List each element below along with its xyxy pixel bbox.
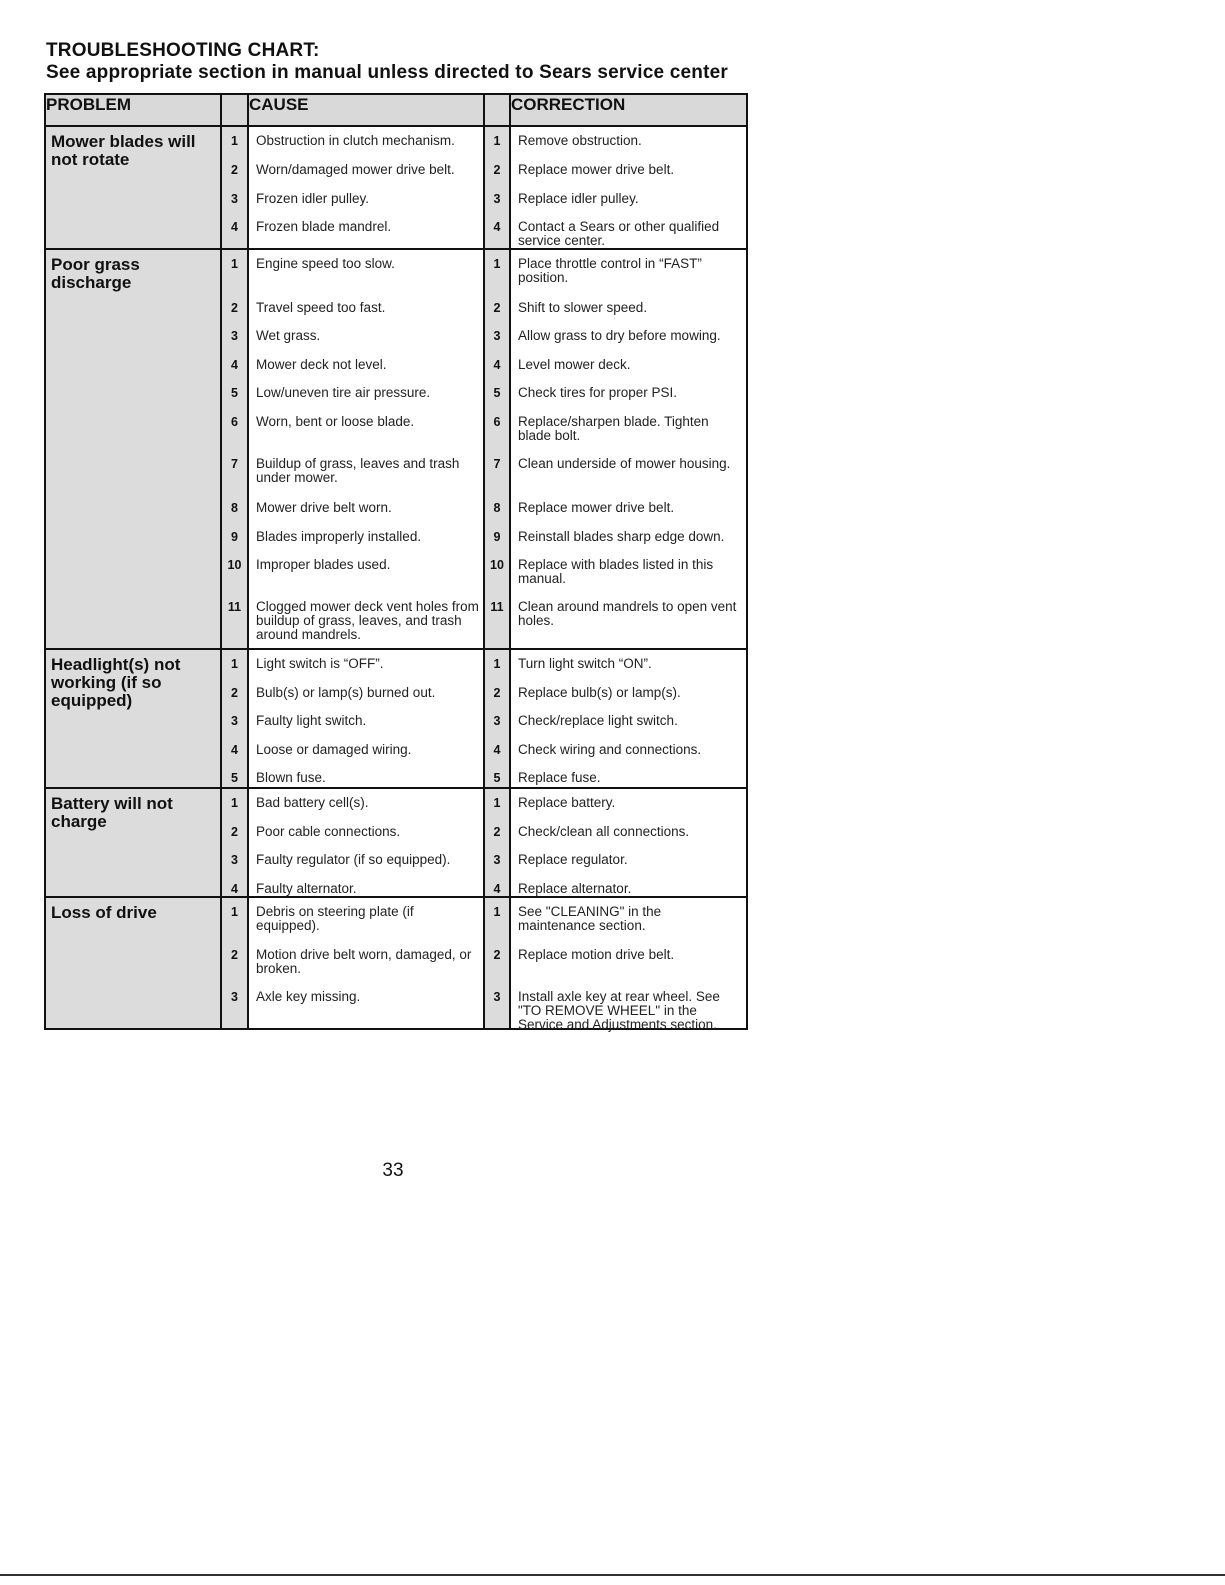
correction-text: Replace fuse. <box>518 770 601 785</box>
cause-number: 2 <box>231 163 238 177</box>
correction-number: 1 <box>493 796 501 810</box>
cause-number: 8 <box>231 501 238 515</box>
correction-text: Shift to slower speed. <box>518 300 648 315</box>
correction-number: 4 <box>493 220 501 234</box>
cause-number: 1 <box>231 905 238 919</box>
problem-column-header: PROBLEM <box>45 94 221 126</box>
cause-number: 3 <box>231 714 238 728</box>
correction-number: 3 <box>493 329 501 343</box>
correction-number: 11 <box>490 600 504 614</box>
problem-section-row <box>45 649 747 788</box>
cause-text: Frozen blade mandrel. <box>256 219 392 234</box>
cause-text: Wet grass. <box>256 328 321 343</box>
correction-number: 9 <box>493 530 501 544</box>
correction-number: 5 <box>493 386 501 400</box>
correction-text: Replace mower drive belt. <box>518 500 675 515</box>
cause-text: Poor cable connections. <box>256 824 401 839</box>
cause-cell <box>248 897 484 1029</box>
cause-text: Engine speed too slow. <box>256 256 395 271</box>
correction-number: 7 <box>493 457 501 471</box>
correction-number: 1 <box>493 657 501 671</box>
cause-text: Frozen idler pulley. <box>256 191 370 206</box>
correction-number: 4 <box>493 358 501 372</box>
correction-number-cell <box>484 788 510 897</box>
cause-text: Clogged mower deck vent holes from buildup of grass, leaves, and trash around mandrels. <box>256 599 479 642</box>
cause-number: 3 <box>231 329 238 343</box>
correction-text: Replace alternator. <box>518 881 632 896</box>
correction-text: Replace with blades listed in this manual. <box>518 557 714 586</box>
correction-text: Reinstall blades sharp edge down. <box>518 529 725 544</box>
correction-text: Level mower deck. <box>518 357 631 372</box>
cause-text: Motion drive belt worn, damaged, or broken. <box>256 947 472 976</box>
cause-text: Worn, bent or loose blade. <box>256 414 415 429</box>
correction-text: Replace battery. <box>518 795 616 810</box>
correction-text: Replace bulb(s) or lamp(s). <box>518 685 681 700</box>
correction-number: 2 <box>493 825 501 839</box>
correction-number-column-header <box>484 94 510 126</box>
correction-number-cell <box>484 249 510 649</box>
correction-text: Replace regulator. <box>518 852 628 867</box>
correction-text: Turn light switch “ON”. <box>518 656 652 671</box>
correction-number: 4 <box>493 743 501 757</box>
cause-text: Low/uneven tire air pressure. <box>256 385 431 400</box>
cause-number: 2 <box>231 686 238 700</box>
correction-cell <box>510 788 747 897</box>
cause-text: Bad battery cell(s). <box>256 795 369 810</box>
correction-text: See "CLEANING" in the maintenance section. <box>518 904 662 933</box>
cause-number: 2 <box>231 948 238 962</box>
table-body <box>45 126 747 1032</box>
cause-number: 5 <box>231 386 238 400</box>
correction-text: Place throttle control in “FAST” position. <box>518 256 702 285</box>
cause-text: Bulb(s) or lamp(s) burned out. <box>256 685 436 700</box>
cause-text: Axle key missing. <box>256 989 361 1004</box>
cause-number: 4 <box>231 743 238 757</box>
cause-number: 1 <box>231 796 238 810</box>
cause-text: Buildup of grass, leaves and trash under mower. <box>256 456 460 485</box>
cause-text: Blown fuse. <box>256 770 326 785</box>
correction-cell <box>510 126 747 249</box>
chart-subtitle: See appropriate section in manual unless directed to Sears service center <box>46 62 728 83</box>
cause-text: Faulty regulator (if so equipped). <box>256 852 451 867</box>
cause-number: 3 <box>231 990 238 1004</box>
cause-number-cell <box>221 788 248 897</box>
correction-text: Install axle key at rear wheel. See "TO REMOVE WHEEL" in the Service and Adjustments section. <box>518 989 720 1032</box>
cause-text: Loose or damaged wiring. <box>256 742 412 757</box>
cause-number: 4 <box>231 220 238 234</box>
correction-number: 1 <box>493 134 501 148</box>
problem-cell: Headlight(s) not working (if so equipped) <box>45 649 221 788</box>
correction-number: 3 <box>493 192 501 206</box>
correction-number: 3 <box>493 853 501 867</box>
cause-text: Faulty light switch. <box>256 713 367 728</box>
cause-number-cell <box>221 249 248 649</box>
correction-text: Replace/sharpen blade. Tighten blade bolt. <box>518 414 709 443</box>
correction-text: Check/replace light switch. <box>518 713 678 728</box>
cause-text: Worn/damaged mower drive belt. <box>256 162 455 177</box>
troubleshooting-table <box>44 93 748 1030</box>
correction-number: 1 <box>493 905 501 919</box>
cause-column-header: CAUSE <box>248 94 484 126</box>
cause-number: 1 <box>231 134 238 148</box>
problem-section-row <box>45 126 747 249</box>
correction-number-cell <box>484 649 510 788</box>
chart-heading <box>46 40 806 84</box>
problem-cell: Battery will not charge <box>45 788 221 897</box>
cause-text: Light switch is “OFF”. <box>256 656 384 671</box>
correction-cell <box>510 249 747 649</box>
problem-cell: Poor grass discharge <box>45 249 221 649</box>
correction-text: Replace mower drive belt. <box>518 162 675 177</box>
cause-cell <box>248 788 484 897</box>
correction-number: 2 <box>493 163 501 177</box>
cause-number: 2 <box>231 301 238 315</box>
cause-text: Mower drive belt worn. <box>256 500 392 515</box>
cause-number-cell <box>221 897 248 1029</box>
problem-section-row <box>45 788 747 897</box>
correction-text: Allow grass to dry before mowing. <box>518 328 721 343</box>
cause-text: Blades improperly installed. <box>256 529 422 544</box>
correction-text: Clean around mandrels to open vent holes. <box>518 599 737 628</box>
correction-number: 4 <box>493 882 501 896</box>
cause-number: 1 <box>231 657 238 671</box>
page-bottom-rule <box>0 1574 1225 1576</box>
cause-number: 11 <box>227 600 242 614</box>
cause-text: Debris on steering plate (if equipped). <box>256 904 414 933</box>
correction-number: 2 <box>493 948 501 962</box>
correction-number: 8 <box>493 501 501 515</box>
cause-cell <box>248 126 484 249</box>
cause-text: Travel speed too fast. <box>256 300 386 315</box>
cause-number-cell <box>221 126 248 249</box>
problem-cell: Loss of drive <box>45 897 221 1029</box>
correction-number: 2 <box>493 686 501 700</box>
correction-number: 3 <box>493 990 501 1004</box>
table-header-row <box>45 94 747 126</box>
correction-number: 5 <box>493 771 501 785</box>
cause-number: 6 <box>231 415 238 429</box>
correction-number-cell <box>484 126 510 249</box>
cause-number: 2 <box>231 825 238 839</box>
chart-title: TROUBLESHOOTING CHART: <box>46 40 320 61</box>
correction-cell <box>510 649 747 788</box>
problem-section-row <box>45 897 747 1029</box>
correction-number-cell <box>484 897 510 1029</box>
page-number: 33 <box>382 1160 404 1181</box>
correction-text: Contact a Sears or other qualified service center. <box>518 219 720 248</box>
correction-text: Clean underside of mower housing. <box>518 456 731 471</box>
cause-number-column-header <box>221 94 248 126</box>
correction-text: Replace motion drive belt. <box>518 947 675 962</box>
correction-number: 6 <box>493 415 501 429</box>
cause-text: Improper blades used. <box>256 557 391 572</box>
correction-text: Check wiring and connections. <box>518 742 702 757</box>
correction-cell <box>510 897 747 1032</box>
correction-text: Check tires for proper PSI. <box>518 385 678 400</box>
cause-number: 7 <box>231 457 238 471</box>
problem-section-row <box>45 249 747 649</box>
cause-number: 3 <box>231 192 238 206</box>
correction-number: 10 <box>490 558 504 572</box>
problem-cell: Mower blades will not rotate <box>45 126 221 249</box>
correction-number: 2 <box>493 301 501 315</box>
cause-number: 4 <box>231 358 238 372</box>
correction-text: Replace idler pulley. <box>518 191 639 206</box>
cause-cell <box>248 649 484 788</box>
cause-number: 5 <box>231 771 238 785</box>
cause-number: 1 <box>231 257 238 271</box>
cause-cell <box>248 249 484 649</box>
cause-number: 3 <box>231 853 238 867</box>
cause-text: Obstruction in clutch mechanism. <box>256 133 455 148</box>
cause-number: 9 <box>231 530 238 544</box>
cause-text: Faulty alternator. <box>256 881 357 896</box>
correction-number: 3 <box>493 714 501 728</box>
cause-number-cell <box>221 649 248 788</box>
cause-number: 4 <box>231 882 238 896</box>
cause-number: 10 <box>227 558 242 572</box>
cause-text: Mower deck not level. <box>256 357 387 372</box>
correction-number: 1 <box>493 257 501 271</box>
correction-text: Remove obstruction. <box>518 133 642 148</box>
correction-text: Check/clean all connections. <box>518 824 690 839</box>
correction-column-header: CORRECTION <box>510 94 747 126</box>
